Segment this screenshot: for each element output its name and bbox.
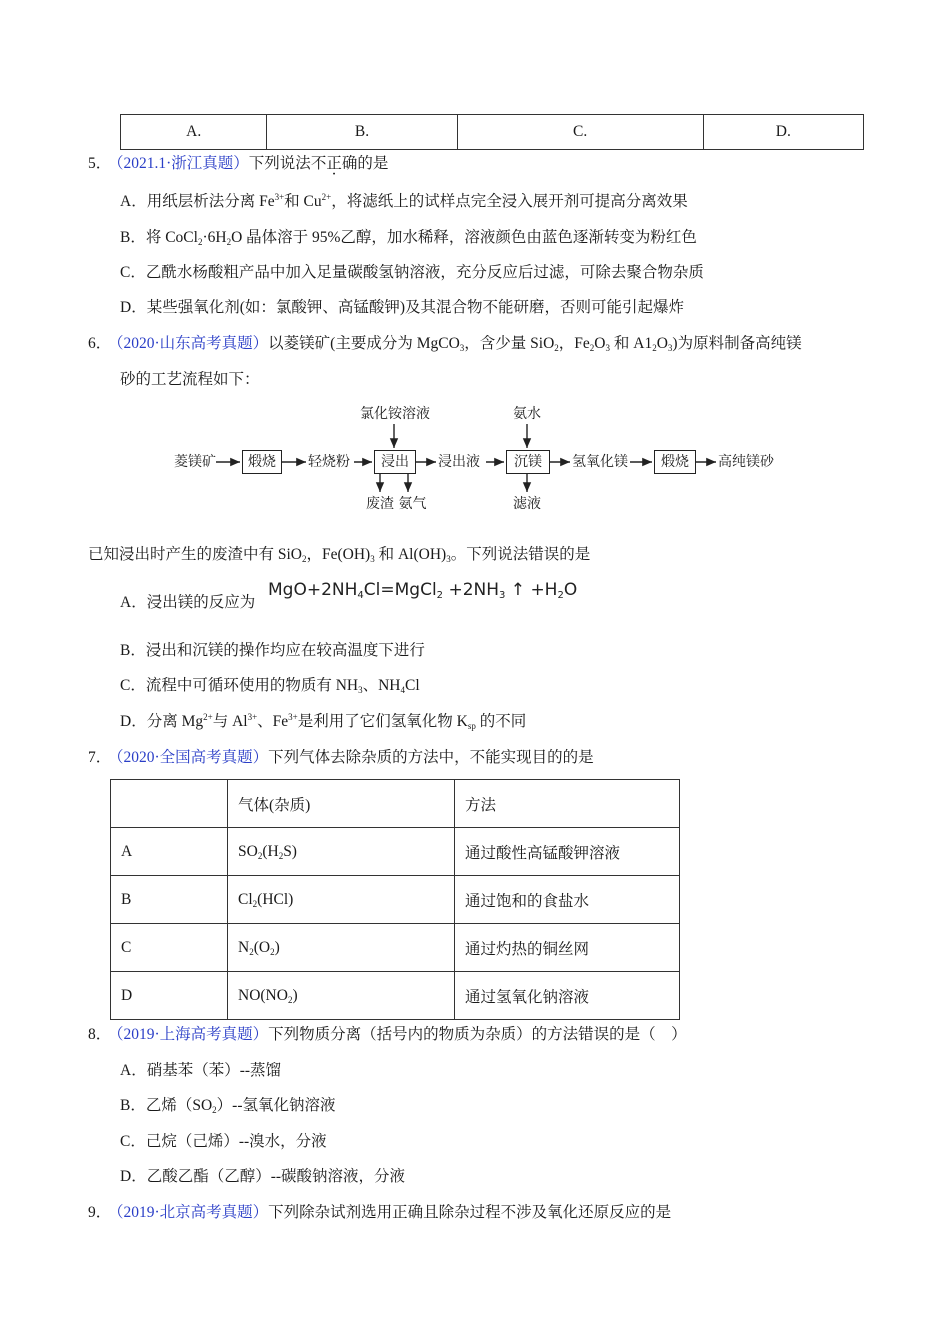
- flow-product: 高纯镁砂: [718, 454, 774, 470]
- table-row: [111, 972, 680, 1020]
- question-number: 8．: [88, 1026, 112, 1043]
- question-number: 7．: [88, 749, 112, 766]
- stem-text: 的是: [357, 155, 389, 172]
- table-header-cell: 气体(杂质): [228, 780, 455, 828]
- question-7-stem: （2020·全国高考真题）下列气体去除杂质的方法中，不能实现目的的是: [108, 749, 594, 766]
- choice-cell-b: B.: [267, 115, 457, 150]
- gas-impurity-table: [110, 779, 680, 1020]
- row-label: A: [111, 828, 228, 876]
- question-source: （2019·上海高考真题）: [108, 1026, 269, 1043]
- table-row: [111, 876, 680, 924]
- flow-ammonia-water: 氨水: [513, 406, 541, 422]
- stem-text: 下列说法: [248, 155, 311, 172]
- row-method: 通过饱和的食盐水: [455, 876, 680, 924]
- question-number: 6．: [88, 335, 112, 352]
- flow-ammonium-chloride: 氯化铵溶液: [360, 406, 430, 422]
- row-label: D: [111, 972, 228, 1020]
- choice-cell-d: D.: [703, 115, 863, 150]
- table-header-cell: [111, 780, 228, 828]
- question-8-stem: （2019·上海高考真题）下列物质分离（括号内的物质为杂质）的方法错误的是（ ）: [108, 1026, 687, 1043]
- process-flow-diagram: [170, 402, 790, 520]
- row-label: B: [111, 876, 228, 924]
- reaction-formula: $MgO+2NH_4Cl=MgCl_2 +2NH_3$ ↑ $+H_2O$: [268, 580, 578, 601]
- flow-light-burned-powder: 轻烧粉: [308, 454, 350, 470]
- row-method: 通过氢氧化钠溶液: [455, 972, 680, 1020]
- answer-choice-table: [120, 114, 864, 150]
- flow-box-calcine-2: 煅烧: [654, 450, 696, 474]
- option-d: D．分离 $Mg^{2+}$与 $Al^{3+}$、$Fe^{3+}$是利用了它们氢氧化物 $K_{sp}$ 的不同: [120, 712, 527, 731]
- flow-leachate: 浸出液: [438, 454, 480, 470]
- option-b: B．将 $CoCl_2\cdot 6H_2O$ 晶体溶于 95%乙醇，加水稀释，溶液颜色由蓝色逐渐转变为粉红色: [120, 229, 697, 247]
- question-source: （2020·山东高考真题）: [108, 335, 269, 352]
- row-method: 通过灼热的铜丝网: [455, 924, 680, 972]
- flow-box-precipitate: 沉镁: [506, 450, 550, 474]
- emphasis-text: 不正确: [310, 155, 358, 172]
- option-a: A．用纸层析法分离 $Fe^{3+}$和 $Cu^{2+}$，将滤纸上的试样点完全浸入展开剂可提高分离效果: [120, 192, 688, 210]
- question-6-known: 已知浸出时产生的废渣中有 SiO$_2$，$Fe(OH)_3$ 和 $Al(OH)_3$。下列说法错误的是: [88, 546, 591, 564]
- question-6-stem: （2020·山东高考真题）以菱镁矿(主要成分为 MgCO$_3$，含少量 SiO$_2$，$Fe_2O_3$ 和 $A1_2O_3$)为原料制备高纯镁: [108, 335, 802, 353]
- flow-box-leach: 浸出: [374, 450, 416, 474]
- option-d: D．乙酸乙酯（乙醇）--碳酸钠溶液，分液: [120, 1168, 406, 1185]
- row-gas: $NO(NO_2)$: [228, 972, 455, 1020]
- question-source: （2021.1·浙江真题）: [108, 155, 249, 172]
- row-gas: $N_2(O_2)$: [228, 924, 455, 972]
- question-number: 9．: [88, 1204, 112, 1221]
- question-9-stem: （2019·北京高考真题）下列除杂试剂选用正确且除杂过程不涉及氧化还原反应的是: [108, 1204, 672, 1221]
- flow-raw-material: 菱镁矿: [174, 454, 216, 470]
- option-c: C．己烷（己烯）--溴水，分液: [120, 1133, 327, 1150]
- question-source: （2020·全国高考真题）: [108, 749, 269, 766]
- table-header-cell: 方法: [455, 780, 680, 828]
- option-a: A．硝基苯（苯）--蒸馏: [120, 1062, 282, 1079]
- question-5-stem: [108, 154, 388, 174]
- question-source: （2019·北京高考真题）: [108, 1204, 269, 1221]
- option-d: D．某些强氧化剂(如：氯酸钾、高锰酸钾)及其混合物不能研磨，否则可能引起爆炸: [120, 299, 685, 316]
- row-gas: $Cl_2(HCl)$: [228, 876, 455, 924]
- option-c: C．流程中可循环使用的物质有 $NH_3$、$NH_4Cl$: [120, 677, 420, 695]
- row-label: C: [111, 924, 228, 972]
- table-row: [111, 828, 680, 876]
- choice-cell-a: A.: [121, 115, 267, 150]
- option-b: B．浸出和沉镁的操作均应在较高温度下进行: [120, 642, 425, 659]
- option-a: A．浸出镁的反应为: [120, 594, 256, 611]
- table-row: [111, 924, 680, 972]
- question-number: 5．: [88, 155, 112, 172]
- row-gas: $SO_2(H_2S)$: [228, 828, 455, 876]
- question-6-stem-cont: 砂的工艺流程如下：: [120, 371, 260, 388]
- table-header-row: [111, 780, 680, 828]
- flow-filtrate: 滤液: [513, 496, 541, 512]
- choice-cell-c: C.: [457, 115, 703, 150]
- option-c: C．乙酰水杨酸粗产品中加入足量碳酸氢钠溶液，充分反应后过滤，可除去聚合物杂质: [120, 264, 704, 281]
- flow-magnesium-hydroxide: 氢氧化镁: [572, 454, 628, 470]
- flow-waste-ammonia: 废渣 氨气: [366, 496, 427, 512]
- option-b: B．乙烯$(SO_2)--$氢氧化钠溶液: [120, 1097, 336, 1115]
- flow-box-calcine-1: 煅烧: [242, 450, 282, 474]
- row-method: 通过酸性高锰酸钾溶液: [455, 828, 680, 876]
